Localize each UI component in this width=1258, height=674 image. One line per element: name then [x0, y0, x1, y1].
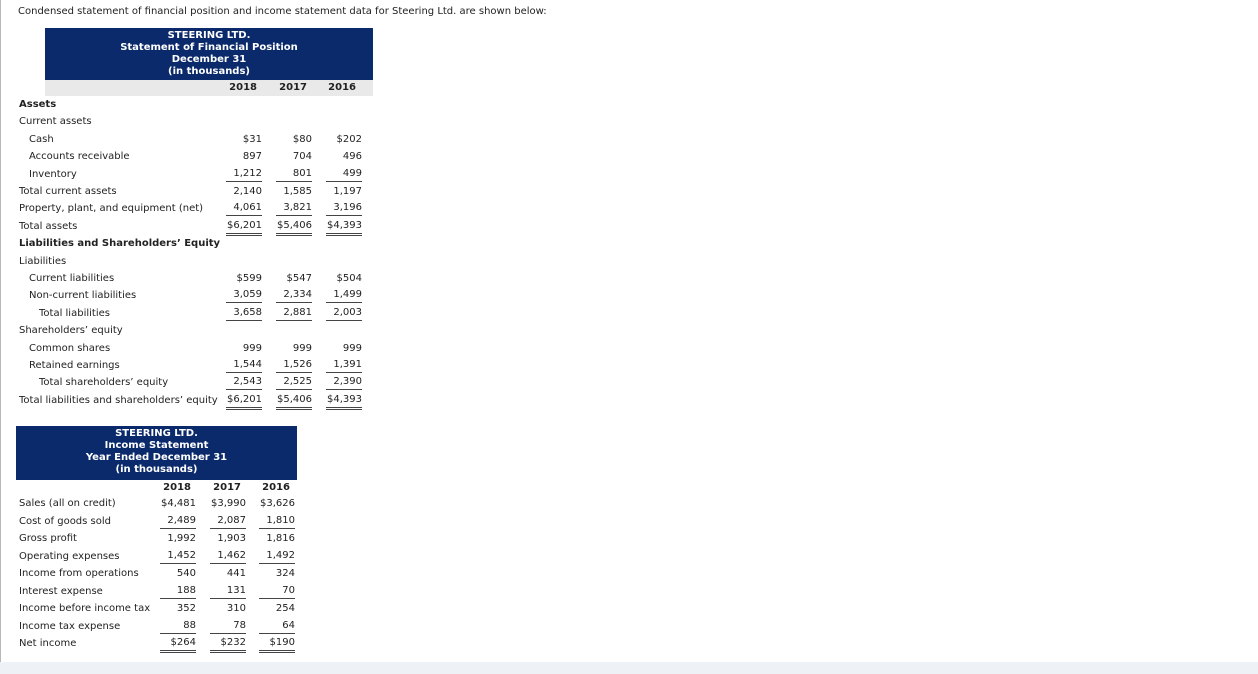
is-row-value: $232 — [210, 635, 246, 653]
is-row-value: 78 — [210, 618, 246, 634]
bs-row-label: Current liabilities — [29, 273, 115, 284]
is-row-label: Income tax expense — [19, 620, 121, 632]
is-year-2017: 2017 — [213, 482, 241, 493]
bs-row-label: Total current assets — [19, 186, 117, 197]
income-statement-header — [16, 426, 297, 480]
balance-sheet-title: Statement of Financial Position — [120, 42, 298, 53]
is-row — [0, 548, 1258, 565]
bs-row-value: $547 — [286, 273, 312, 284]
bs-row-value: $31 — [242, 133, 262, 145]
is-row-value: 1,810 — [259, 513, 295, 529]
is-row-label: Gross profit — [19, 533, 77, 544]
is-row-value: 1,492 — [259, 548, 295, 564]
is-year-2018: 2018 — [163, 482, 191, 493]
bs-row — [0, 200, 1258, 217]
bs-row-label: Property, plant, and equipment (net) — [19, 203, 204, 215]
bs-row — [0, 131, 1258, 148]
bs-row-value: $6,201 — [226, 218, 262, 236]
bs-row-value: 1,585 — [283, 186, 312, 197]
bs-row-label: Non-current liabilities — [29, 290, 137, 302]
bs-row-value: 4,061 — [226, 200, 262, 216]
is-row-value: $190 — [259, 635, 295, 653]
bs-row-label: Liabilities and Shareholders’ Equity — [19, 238, 221, 250]
is-row-value: 540 — [176, 568, 196, 579]
bs-row-value: 2,543 — [226, 374, 262, 390]
bs-row-label: Total shareholders’ equity — [39, 377, 169, 389]
bs-row — [0, 305, 1258, 322]
is-row-label: Sales (all on credit) — [19, 498, 116, 509]
bs-row — [0, 253, 1258, 270]
is-row-value: $264 — [160, 635, 196, 653]
bs-row — [0, 357, 1258, 374]
bs-row-value: 999 — [242, 342, 262, 354]
bs-row — [0, 392, 1258, 409]
bs-row-label: Total assets — [19, 220, 78, 232]
bs-row-value: 3,196 — [326, 200, 362, 216]
is-row-value: 254 — [275, 603, 295, 614]
income-statement-year-bar — [16, 480, 297, 496]
bs-row-value: 801 — [276, 166, 312, 182]
income-statement-company: STEERING LTD. — [115, 428, 198, 439]
bs-row-value: $5,406 — [276, 392, 312, 410]
balance-sheet-units: (in thousands) — [168, 66, 250, 77]
is-row — [0, 635, 1258, 652]
bs-row-value: 3,059 — [226, 287, 262, 303]
is-row-value: 2,087 — [210, 513, 246, 529]
bs-row — [0, 287, 1258, 304]
income-statement-title: Income Statement — [104, 440, 209, 451]
is-row-label: Income from operations — [19, 568, 139, 579]
bs-row-label: Common shares — [29, 342, 111, 354]
is-row — [0, 513, 1258, 530]
bs-row-value: $6,201 — [226, 392, 262, 410]
bs-row-value: 1,544 — [226, 357, 262, 373]
intro-text: Condensed statement of financial position and income statement data for Steering Ltd. are shown below: — [18, 6, 547, 17]
balance-sheet-header — [45, 28, 373, 82]
is-row-value: 64 — [259, 618, 295, 634]
income-statement-units: (in thousands) — [115, 464, 198, 475]
bs-row-value: $4,393 — [326, 218, 362, 236]
is-row-value: 352 — [176, 603, 196, 614]
is-row-value: 1,452 — [160, 548, 196, 564]
bs-row — [0, 322, 1258, 339]
bs-row-value: 999 — [342, 342, 362, 354]
is-row-value: 310 — [226, 603, 246, 614]
is-row-value: 2,489 — [160, 513, 196, 529]
balance-sheet-company: STEERING LTD. — [167, 30, 251, 41]
is-row-value: 188 — [160, 583, 196, 599]
bs-row-label: Assets — [19, 99, 57, 110]
is-row — [0, 583, 1258, 600]
frame-bottom-bar — [0, 662, 1258, 674]
is-row-value: 70 — [259, 583, 295, 599]
is-row-value: 1,462 — [210, 548, 246, 564]
bs-row-value: 2,881 — [276, 305, 312, 321]
bs-row — [0, 113, 1258, 130]
is-row-value: 88 — [160, 618, 196, 634]
is-row-label: Net income — [19, 638, 77, 649]
is-row — [0, 495, 1258, 512]
bs-year-2018: 2018 — [229, 82, 257, 93]
bs-row-value: $504 — [336, 273, 362, 284]
bs-row-value: 499 — [326, 166, 362, 182]
bs-row-label: Inventory — [29, 168, 77, 180]
bs-row — [0, 270, 1258, 287]
bs-row — [0, 183, 1258, 200]
bs-row — [0, 374, 1258, 391]
is-row-label: Income before income tax — [19, 603, 151, 614]
bs-row-value: 897 — [242, 151, 262, 163]
bs-row-label: Liabilities — [19, 255, 67, 267]
bs-row-value: 2,390 — [326, 374, 362, 390]
is-row-value: 441 — [226, 568, 246, 579]
bs-row-value: 2,334 — [276, 287, 312, 303]
is-row-value: 1,992 — [167, 533, 196, 544]
is-row-value: $4,481 — [161, 498, 196, 509]
bs-row-value: 1,391 — [326, 357, 362, 373]
bs-row-label: Cash — [29, 133, 54, 145]
is-row-label: Operating expenses — [19, 550, 120, 562]
is-row — [0, 600, 1258, 617]
balance-sheet-year-bar — [45, 80, 373, 96]
is-row-label: Cost of goods sold — [19, 515, 112, 527]
bs-row-value: $599 — [236, 273, 262, 284]
bs-row — [0, 96, 1258, 113]
bs-row-value: 1,197 — [333, 186, 362, 197]
bs-row-value: 1,212 — [226, 166, 262, 182]
bs-row-value: 1,526 — [276, 357, 312, 373]
is-row-value: 131 — [210, 583, 246, 599]
is-row-value: 1,903 — [217, 533, 246, 544]
bs-row — [0, 148, 1258, 165]
bs-row — [0, 340, 1258, 357]
bs-row-value: 496 — [342, 151, 362, 163]
bs-year-2017: 2017 — [279, 82, 307, 93]
bs-row-value: 1,499 — [326, 287, 362, 303]
bs-year-2016: 2016 — [328, 82, 356, 93]
bs-row-value: $80 — [292, 133, 312, 145]
bs-row-value: 3,658 — [226, 305, 262, 321]
bs-row-value: $4,393 — [326, 392, 362, 410]
bs-row-value: $5,406 — [276, 218, 312, 236]
bs-row-label: Retained earnings — [29, 360, 120, 371]
is-year-2016: 2016 — [262, 482, 290, 493]
is-row-value: 1,816 — [266, 533, 295, 544]
is-row-value: $3,990 — [211, 498, 246, 509]
bs-row — [0, 218, 1258, 235]
balance-sheet-date: December 31 — [171, 54, 247, 65]
bs-row-label: Total liabilities and shareholders’ equity — [19, 394, 218, 406]
bs-row-label: Accounts receivable — [29, 151, 130, 163]
bs-row-label: Shareholders’ equity — [19, 325, 123, 337]
bs-row-label: Total liabilities — [39, 307, 110, 319]
is-row — [0, 530, 1258, 547]
bs-row-value: 999 — [292, 342, 312, 354]
bs-row-value: 704 — [292, 151, 312, 163]
is-row — [0, 565, 1258, 582]
bs-row-value: 3,821 — [276, 200, 312, 216]
is-row-label: Interest expense — [19, 585, 103, 597]
is-row-value: $3,626 — [260, 498, 295, 509]
bs-row — [0, 166, 1258, 183]
bs-row-value: 2,140 — [233, 186, 262, 197]
bs-row — [0, 235, 1258, 252]
income-statement-period: Year Ended December 31 — [85, 452, 228, 463]
bs-row-label: Current assets — [19, 116, 92, 128]
bs-row-value: 2,525 — [276, 374, 312, 390]
is-row — [0, 618, 1258, 635]
bs-row-value: $202 — [336, 133, 362, 145]
is-row-value: 324 — [275, 568, 295, 579]
bs-row-value: 2,003 — [326, 305, 362, 321]
